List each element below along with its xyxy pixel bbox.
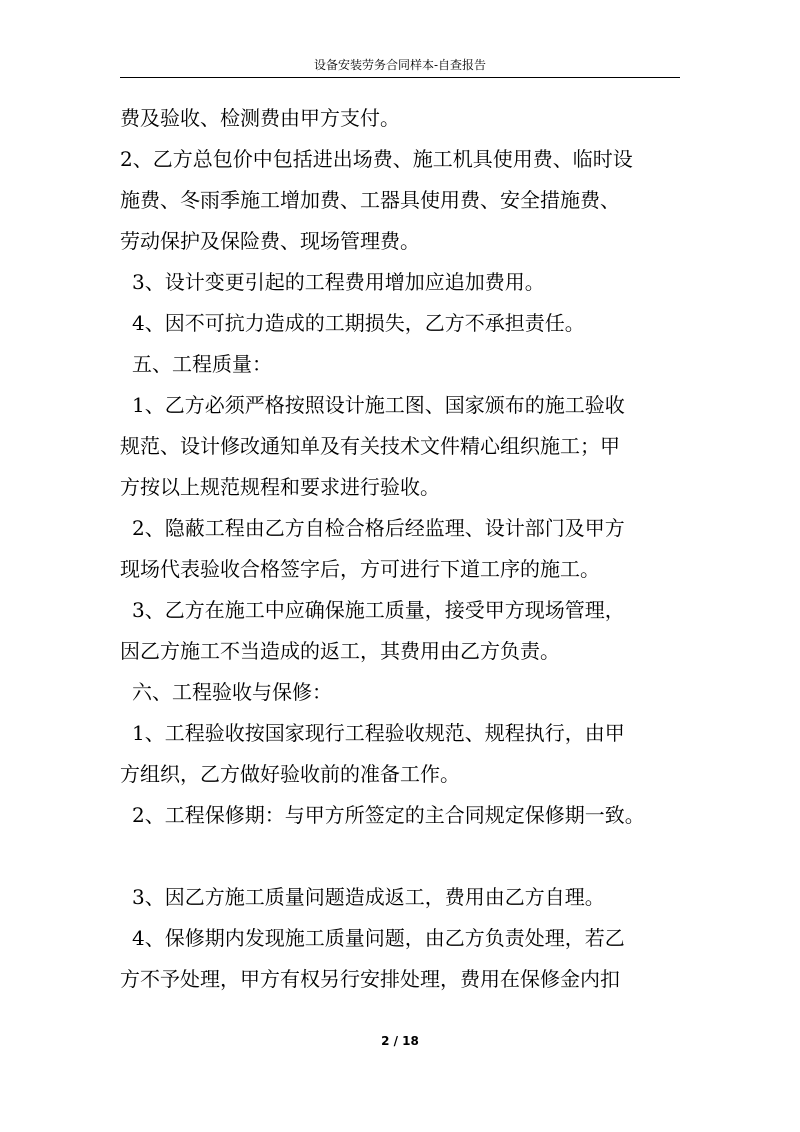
paragraph-line: 2、乙方总包价中包括进出场费、施工机具使用费、临时设 (120, 147, 633, 171)
paragraph-line: 4、保修期内发现施工质量问题，由乙方负责处理，若乙 (132, 926, 625, 950)
paragraph-line: 3、设计变更引起的工程费用增加应追加费用。 (132, 270, 545, 294)
page-number: 2 / 18 (381, 1034, 419, 1048)
section-heading: 六、工程验收与保修： (132, 680, 332, 704)
paragraph-line: 方不予处理，甲方有权另行安排处理，费用在保修金内扣 (120, 967, 620, 991)
paragraph-line: 现场代表验收合格签字后，方可进行下道工序的施工。 (120, 557, 600, 581)
section-heading: 五、工程质量： (132, 352, 272, 376)
paragraph-line: 3、因乙方施工质量问题造成返工，费用由乙方自理。 (132, 885, 605, 909)
paragraph-line: 方组织，乙方做好验收前的准备工作。 (120, 762, 460, 786)
header-divider (120, 77, 680, 78)
paragraph-line: 施费、冬雨季施工增加费、工器具使用费、安全措施费、 (120, 188, 620, 212)
paragraph-line: 1、工程验收按国家现行工程验收规范、规程执行，由甲 (132, 721, 625, 745)
document-body (120, 98, 700, 1000)
page-header: 设备安装劳务合同样本-自查报告 (313, 58, 487, 72)
paragraph-line: 规范、设计修改通知单及有关技术文件精心组织施工；甲 (120, 434, 620, 458)
paragraph-line: 2、隐蔽工程由乙方自检合格后经监理、设计部门及甲方 (132, 516, 625, 540)
paragraph-line: 1、乙方必须严格按照设计施工图、国家颁布的施工验收 (132, 393, 625, 417)
paragraph-line: 因乙方施工不当造成的返工，其费用由乙方负责。 (120, 639, 560, 663)
paragraph-line: 费及验收、检测费由甲方支付。 (120, 106, 400, 130)
paragraph-line: 2、工程保修期：与甲方所签定的主合同规定保修期一致。 (132, 803, 645, 827)
paragraph-line: 劳动保护及保险费、现场管理费。 (120, 229, 420, 253)
paragraph-line: 4、因不可抗力造成的工期损失，乙方不承担责任。 (132, 311, 585, 335)
paragraph-line: 方按以上规范规程和要求进行验收。 (120, 475, 440, 499)
blank-line (120, 836, 700, 877)
paragraph-line: 3、乙方在施工中应确保施工质量，接受甲方现场管理， (132, 598, 625, 622)
